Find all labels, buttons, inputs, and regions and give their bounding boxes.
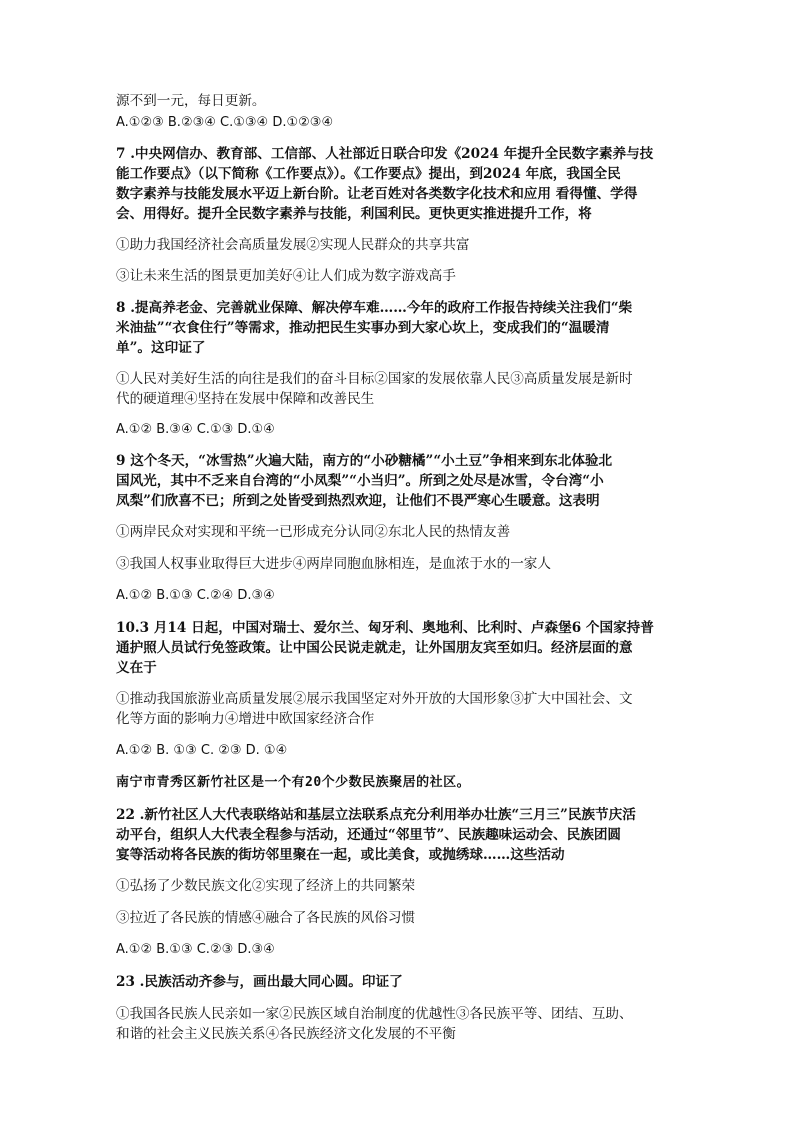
question-7-stem: 能工作要点》（以下简称《工作要点》）。《工作要点》提出，到2024 年底，我国全民 [116,166,621,182]
question-10-stem: 10.3 月14 日起，中国对瑞士、爱尔兰、匈牙利、奥地利、比利时、卢森堡6 个国家持普 [116,620,654,636]
question-9-statements: ①两岸民众对实现和平统一已形成充分认同②东北人民的热情友善 [116,524,511,540]
question-10-options: A.①② B. ①③ C. ②③ D. ①④ [116,743,288,758]
question-23-stem: 23 .民族活动齐参与，画出最大同心圆。印证了 [116,974,403,990]
answer-options: A.①②③ B.②③④ C.①③④ D.①②③④ [116,115,334,130]
question-8-statements: ①人民对美好生活的向往是我们的奋斗目标②国家的发展依靠人民③高质量发展是新时 [116,371,633,387]
question-9-stem: 9 这个冬天，“冰雪热”火遍大陆，南方的“小砂糖橘”“小土豆”争相来到东北体验北 [116,453,613,469]
question-9-statements: ③我国人权事业取得巨大进步④两岸同胞血脉相连，是血浓于水的一家人 [116,556,551,572]
question-8-stem: 米油盐”“衣食住行”等需求，推动把民生实事办到大家心坎上，变成我们的“温暖清 [116,320,610,336]
question-8-stem: 单”。这印证了 [116,340,206,356]
question-9-stem: 凤梨”们欣喜不已；所到之处皆受到热烈欢迎，让他们不畏严寒心生暖意。这表明 [116,493,600,509]
question-10-statements: 化等方面的影响力④增进中欧国家经济合作 [116,711,375,727]
question-22-stem: 宴等活动将各民族的街坊邻里聚在一起，或比美食，或抛绣球……这些活动 [116,847,565,863]
question-10-stem: 通护照人员试行免签政策。让中国公民说走就走，让外国朋友宾至如归。经济层面的意 [116,640,633,656]
question-23-statements: ①我国各民族人民亲如一家②民族区域自治制度的优越性③各民族平等、团结、互助、 [116,1006,633,1022]
question-9-options: A.①② B.①③ C.②④ D.③④ [116,588,275,603]
handwritten-context-line: 南宁市青秀区新竹社区是一个有20个少数民族聚居的社区。 [116,775,471,790]
question-8-statements: 代的硬道理④坚持在发展中保障和改善民生 [116,391,375,407]
question-7-statements: ①助力我国经济社会高质量发展②实现人民群众的共享共富 [116,237,470,253]
question-7-stem: 数字素养与技能发展水平迈上新台阶。让老百姓对各类数字化技术和应用 看得懂、学得 [116,186,638,202]
question-7-stem: 会、用得好。提升全民数字素养与技能，利国利民。更快更实推进提升工作，将 [116,206,592,222]
question-8-stem: 8 .提高养老金、完善就业保障、解决停车难……今年的政府工作报告持续关注我们“柴 [116,300,633,316]
text-line: 源不到一元，每日更新。 [116,93,266,109]
question-22-stem: 22 .新竹社区人大代表联络站和基层立法联系点充分利用举办壮族“三月三”民族节庆活 [116,807,636,823]
question-22-options: A.①② B.①③ C.②③ D.③④ [116,942,275,957]
question-8-options: A.①② B.③④ C.①③ D.①④ [116,422,275,437]
question-7-stem: 7 .中央网信办、教育部、工信部、人社部近日联合印发《2024 年提升全民数字素养与技 [116,146,654,162]
question-22-stem: 动平台，组织人大代表全程参与活动，还通过“邻里节”、民族趣味运动会、民族团圆 [116,827,622,843]
question-10-statements: ①推动我国旅游业高质量发展②展示我国坚定对外开放的大国形象③扩大中国社会、文 [116,691,633,707]
question-22-statements: ③拉近了各民族的情感④融合了各民族的风俗习惯 [116,910,416,926]
question-10-stem: 义在于 [116,660,157,676]
question-7-statements: ③让未来生活的图景更加美好④让人们成为数字游戏高手 [116,268,456,284]
question-23-statements: 和谐的社会主义民族关系④各民族经济文化发展的不平衡 [116,1026,456,1042]
question-22-statements: ①弘扬了少数民族文化②实现了经济上的共同繁荣 [116,878,416,894]
question-9-stem: 国风光，其中不乏来自台湾的“小凤梨”“小当归”。所到之处尽是冰雪，令台湾“小 [116,473,604,489]
